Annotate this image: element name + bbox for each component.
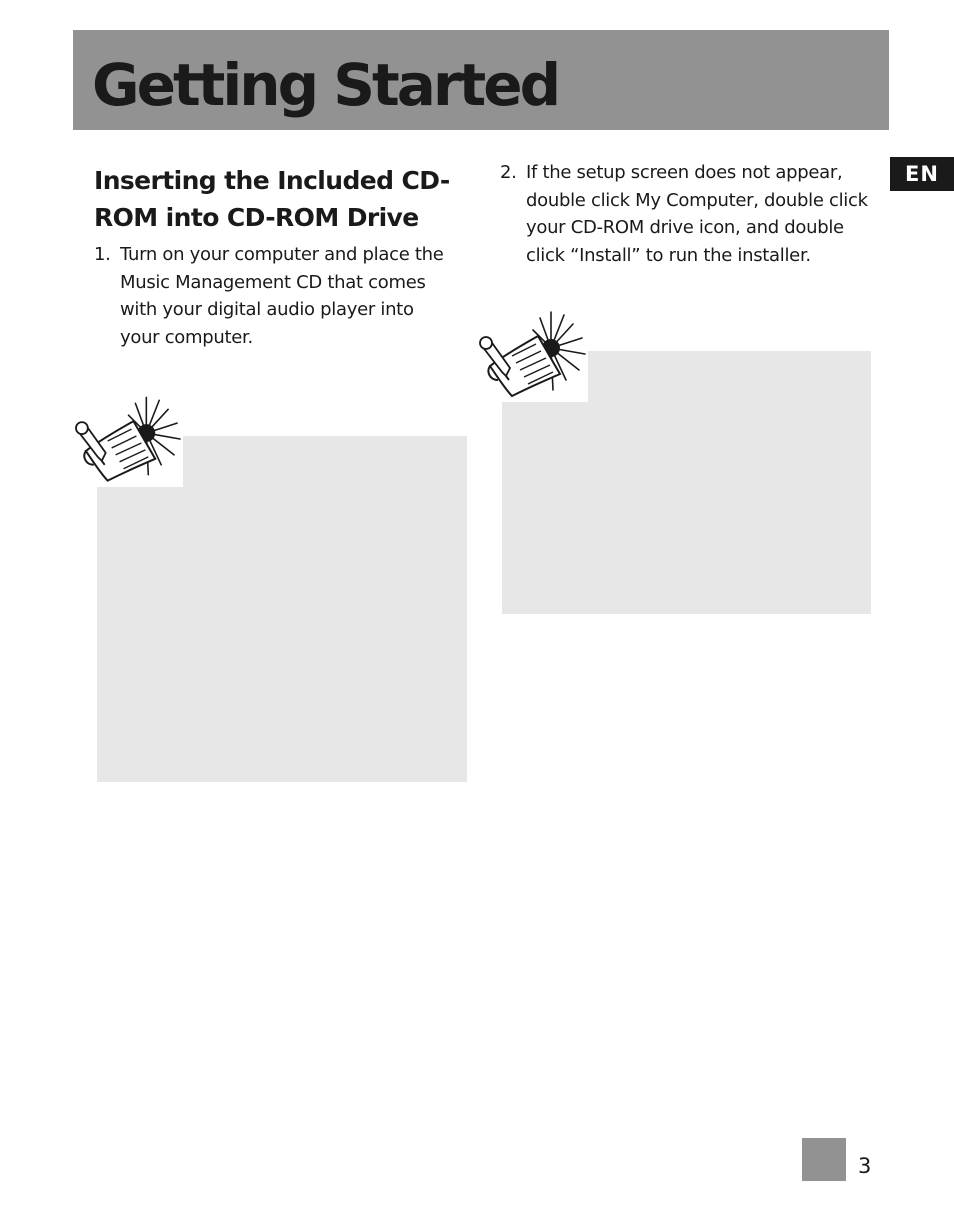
step-2-number: 2. (500, 162, 517, 183)
step-1 (94, 241, 454, 351)
note-pencil-icon (476, 310, 588, 402)
note-pencil-icon (72, 395, 183, 487)
step-1-number: 1. (94, 244, 111, 265)
page-tab-marker (802, 1138, 846, 1181)
note-box-1 (97, 436, 467, 782)
section-heading: Inserting the Included CD-ROM into CD-ROM Drive (94, 166, 450, 232)
note-pencil-icon-graphic (476, 310, 588, 402)
page-title: Getting Started (92, 51, 559, 119)
step-2 (500, 159, 875, 269)
title-bar (73, 30, 889, 130)
step-2-text: If the setup screen does not appear, double click My Computer, double click your CD-ROM drive icon, and double click “Install” to run the installer. (526, 162, 868, 266)
language-tab: EN (890, 157, 954, 191)
step-1-text: Turn on your computer and place the Music Management CD that comes with your digital audio player into your computer. (120, 244, 444, 348)
page-number: 3 (858, 1154, 872, 1178)
note-pencil-icon-graphic (72, 395, 183, 487)
